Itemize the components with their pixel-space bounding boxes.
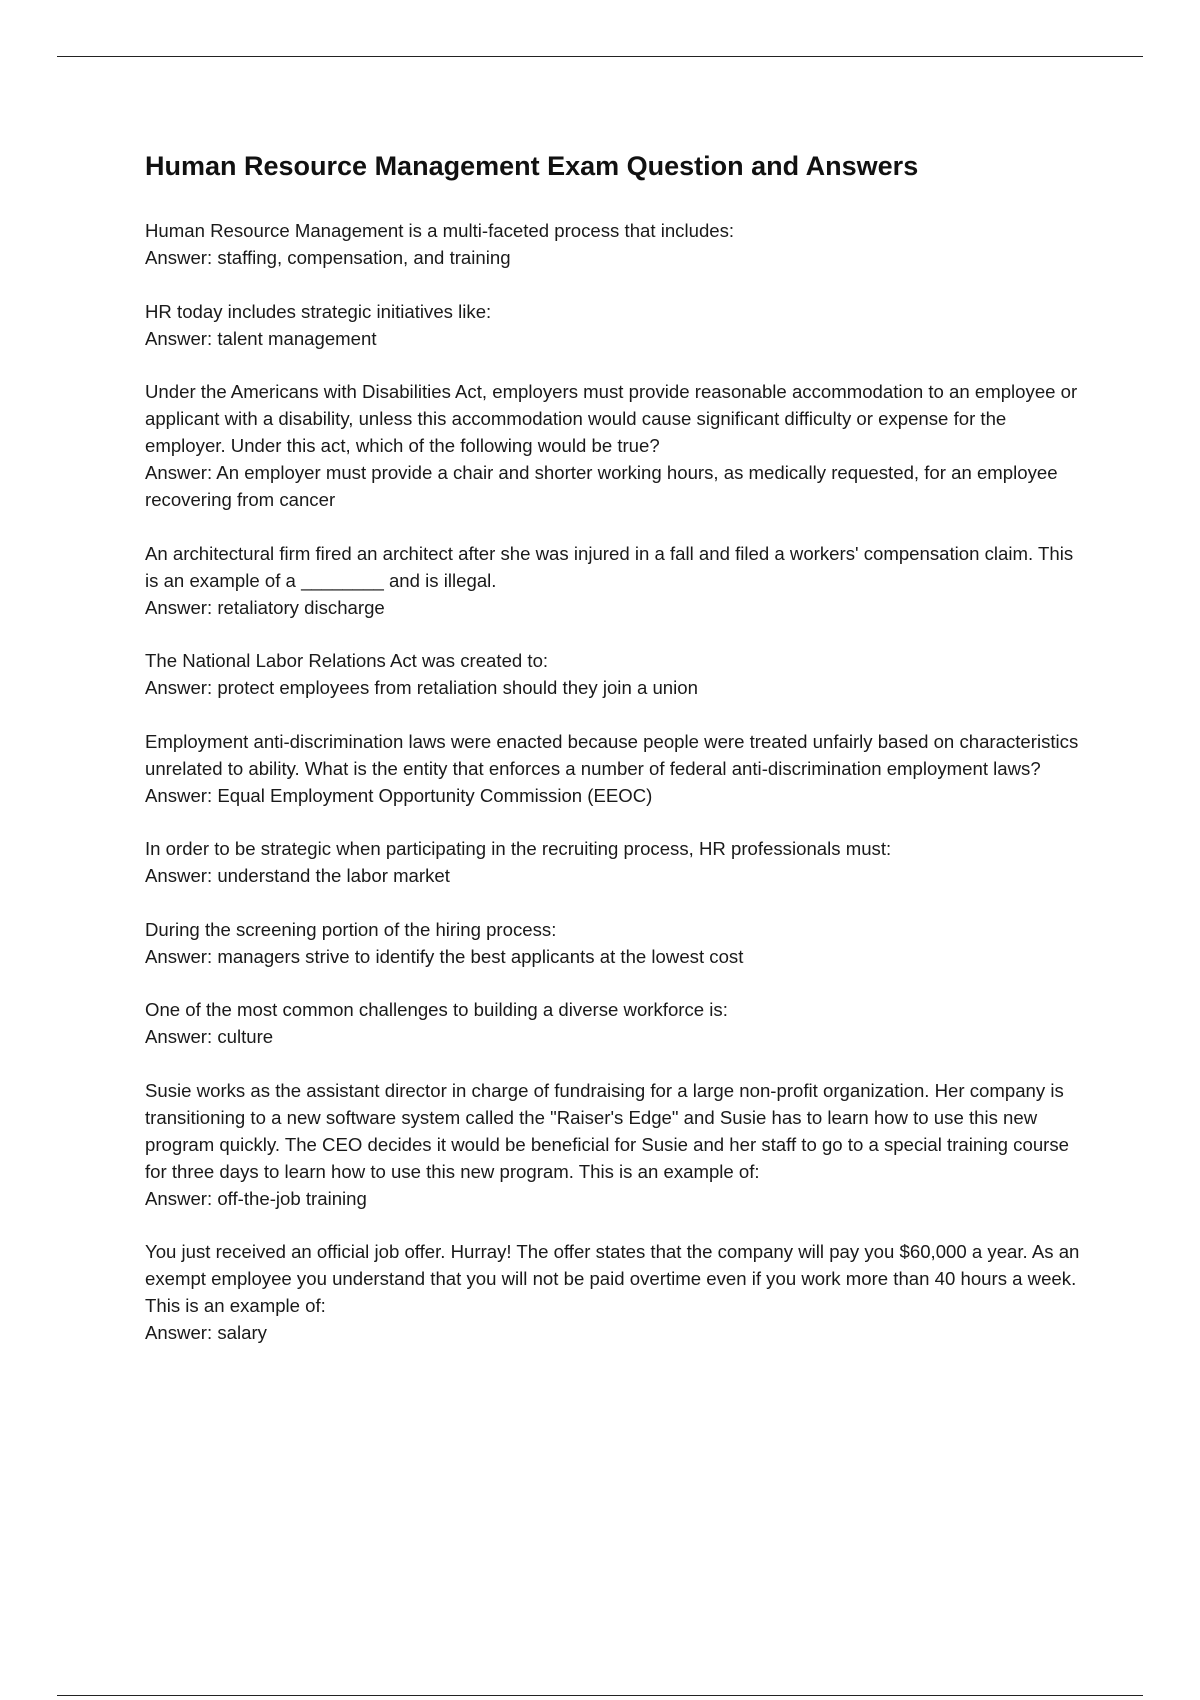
qa-item	[145, 378, 1090, 513]
qa-item	[145, 996, 1090, 1050]
qa-item	[145, 298, 1090, 352]
qa-item	[145, 1238, 1090, 1346]
answer-text: Answer: protect employees from retaliation should they join a union	[145, 677, 698, 698]
qa-item	[145, 835, 1090, 889]
question-text: Under the Americans with Disabilities Act, employers must provide reasonable accommodation to an employee or applicant with a disability, unless this accommodation would cause significant difficulty or expense for the employer. Under this act, which of the following would be true?	[145, 381, 1078, 456]
answer-text: Answer: off-the-job training	[145, 1187, 367, 1209]
question-text: HR today includes strategic initiatives like:	[145, 300, 492, 322]
top-divider	[57, 56, 1143, 57]
answer-text: Answer: retaliatory discharge	[145, 596, 385, 618]
answer-text: Answer: talent management	[145, 327, 377, 349]
answer-text: Answer: managers strive to identify the best applicants at the lowest cost	[145, 945, 744, 967]
qa-item	[145, 728, 1090, 809]
qa-item	[145, 1077, 1090, 1212]
question-text: The National Labor Relations Act was created to:	[145, 650, 549, 671]
qa-item	[145, 916, 1090, 970]
answer-text: Answer: staffing, compensation, and training	[145, 247, 511, 268]
question-text: In order to be strategic when participating in the recruiting process, HR professionals must:	[145, 838, 892, 859]
bottom-divider	[57, 1695, 1143, 1696]
question-text: During the screening portion of the hiring process:	[145, 918, 557, 940]
document-title: Human Resource Management Exam Question and Answers	[145, 151, 919, 181]
qa-item	[145, 647, 1090, 701]
answer-text: Answer: culture	[145, 1026, 274, 1047]
qa-item	[145, 540, 1090, 621]
question-text: Human Resource Management is a multi-faceted process that includes:	[145, 220, 735, 241]
question-text: You just received an official job offer. Hurray! The offer states that the company will pay you $60,000 a year. As an exempt employee you understand that you will not be paid overtime even if you work more than 40 hours a week. This is an example of:	[145, 1241, 1080, 1316]
question-text: One of the most common challenges to building a diverse workforce is:	[145, 999, 728, 1020]
qa-item	[145, 217, 1090, 271]
answer-text: Answer: An employer must provide a chair and shorter working hours, as medically requested, for an employee recovering from cancer	[145, 462, 1058, 510]
question-text: An architectural firm fired an architect after she was injured in a fall and filed a workers' compensation claim. This is an example of a ________ and is illegal.	[145, 542, 1074, 591]
question-text: Susie works as the assistant director in charge of fundraising for a large non-profit organization. Her company is transitioning to a new software system called the "Raiser's Edge" and Susie has to learn how to use this new program quickly. The CEO decides it would be beneficial for Susie and her staff to go to a special training course for three days to learn how to use this new program. This is an example of:	[145, 1079, 1069, 1182]
answer-text: Answer: Equal Employment Opportunity Commission (EEOC)	[145, 784, 653, 806]
answer-text: Answer: salary	[145, 1322, 267, 1343]
document-body	[145, 148, 1090, 1373]
answer-text: Answer: understand the labor market	[145, 865, 450, 886]
question-text: Employment anti-discrimination laws were enacted because people were treated unfairly based on characteristics unrelated to ability. What is the entity that enforces a number of federal anti-discrimination employment laws?	[145, 730, 1079, 779]
